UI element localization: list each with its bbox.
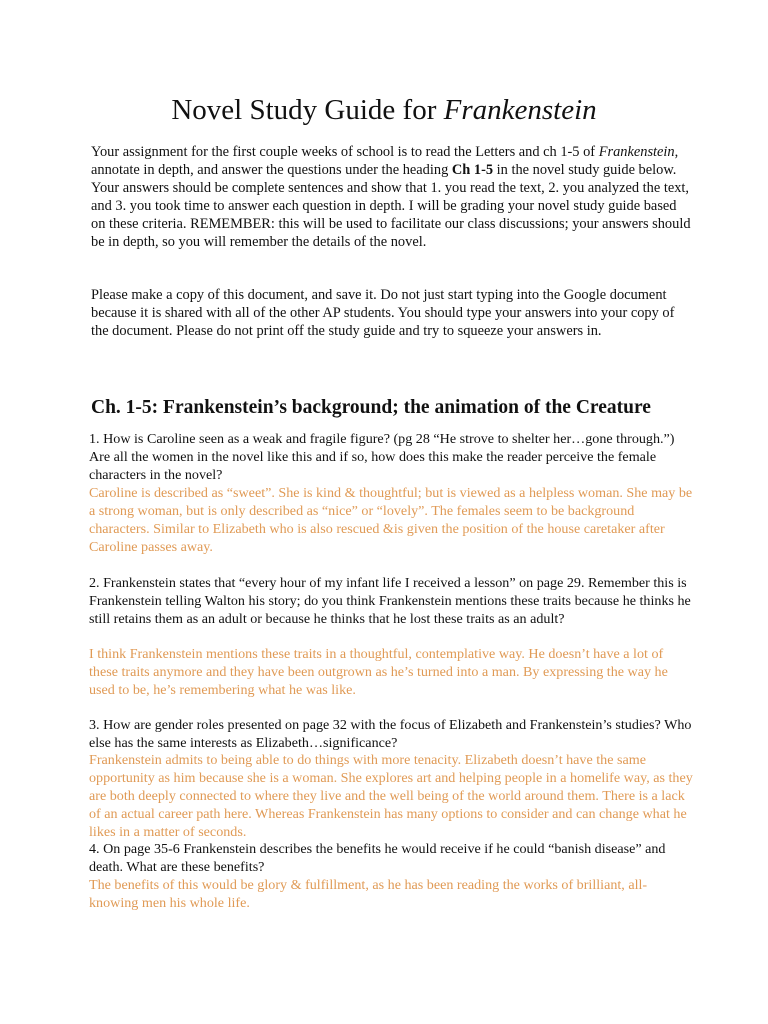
document-title	[0, 93, 768, 127]
intro-p1-italic: Frankenstein	[598, 144, 675, 160]
answer-1: Caroline is described as “sweet”. She is kind & thoughtful; but is viewed as a helpless woman. She may be a strong woman, but is only described as “nice” or “lovely”. The females seem to be background characters. Similar to Elizabeth who is also rescued &is given the position of the house caretaker after Caroline passes away.	[89, 485, 693, 555]
question-4: 4. On page 35-6 Frankenstein describes the benefits he would receive if he could “banish disease” and death. What are these benefits?	[89, 841, 666, 875]
intro-paragraph-2: Please make a copy of this document, and save it. Do not just start typing into the Google document because it is shared with all of the other AP students. You should type your answers into your copy of the document. Please do not print off the study guide and try to squeeze your answers in.	[91, 287, 675, 339]
answer-2: I think Frankenstein mentions these traits in a thoughtful, contemplative way. He doesn’t have a lot of these traits anymore and they have been outgrown as he’s turned into a man. By expressing the way he used to be, he’s remembering what he was like.	[89, 646, 668, 698]
answer-3: Frankenstein admits to being able to do things with more tenacity. Elizabeth doesn’t have the same opportunity as him because she is a woman. She explores art and helping people in a homelife way, as they are both deeply connected to where they live and the well being of the world around them. There is a lack of an actual career path here. Whereas Frankenstein has many options to consider and can change what he likes in a matter of seconds.	[89, 752, 693, 840]
intro-p1-text-c: in the novel study guide below. Your answers should be complete sentences and show that 1. you read the text, 2. you analyzed the text, and 3. you took time to answer each question in depth. I will be grading your novel study guide based on these criteria. REMEMBER: this will be used to facilitate our class discussions; your answers should be in depth, so you will remember the details of the novel.	[91, 162, 691, 250]
answer-4: The benefits of this would be glory & fulfillment, as he has been reading the works of brilliant, all-knowing men his whole life.	[89, 877, 648, 911]
intro-p1-text-b: , annotate in depth, and answer the questions under the heading	[91, 144, 679, 178]
title-italic-text: Frankenstein	[443, 94, 597, 126]
intro-p1-bold: Ch 1-5	[451, 162, 494, 178]
intro-paragraph-1	[91, 143, 691, 251]
question-1: 1. How is Caroline seen as a weak and fragile figure? (pg 28 “He strove to shelter her…gone through.”) Are all the women in the novel like this and if so, how does this make the reader perceive the female characters in the novel?	[89, 431, 675, 483]
intro-p1-text-a: Your assignment for the first couple weeks of school is to read the Letters and ch 1-5 of	[91, 144, 599, 160]
section-heading: Ch. 1-5: Frankenstein’s background; the animation of the Creature	[91, 397, 651, 418]
question-3: 3. How are gender roles presented on page 32 with the focus of Elizabeth and Frankenstein’s studies? Who else has the same interests as Elizabeth…significance?	[89, 717, 692, 751]
question-2: 2. Frankenstein states that “every hour of my infant life I received a lesson” on page 29. Remember this is Frankenstein telling Walton his story; do you think Frankenstein mentions these traits because he thinks he still retains them as an adult or because he thinks that he lost these traits as an adult?	[89, 575, 691, 627]
title-text: Novel Study Guide for	[171, 94, 444, 126]
